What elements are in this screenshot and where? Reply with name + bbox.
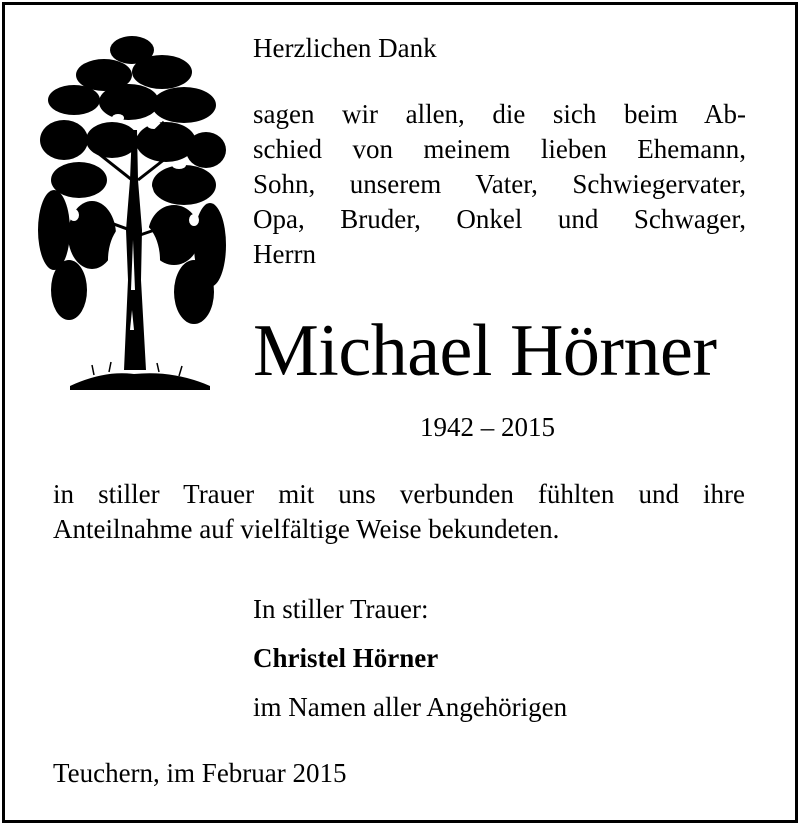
intro-line: Opa, Bruder, Onkel und Schwager,	[253, 204, 746, 234]
birch-tree-icon	[34, 30, 230, 396]
heading: Herzlichen Dank	[253, 33, 437, 63]
intro-line: Herrn	[253, 239, 316, 269]
intro-text	[253, 97, 746, 272]
place-date: Teuchern, im Februar 2015	[53, 758, 347, 788]
body-text	[53, 477, 745, 547]
body-line: in stiller Trauer mit uns verbunden fühlten und ihre	[53, 479, 745, 509]
intro-line: Sohn, unserem Vater, Schwiegervater,	[253, 169, 746, 199]
family-note: im Namen aller Angehörigen	[253, 692, 568, 722]
mourning-label: In stiller Trauer:	[253, 594, 429, 624]
signer-name: Christel Hörner	[253, 643, 439, 673]
life-dates: 1942 – 2015	[420, 412, 555, 442]
body-line: Anteilnahme auf vielfältige Weise bekundeten.	[53, 514, 560, 544]
intro-line: sagen wir allen, die sich beim Ab-	[253, 99, 746, 129]
deceased-name: Michael Hörner	[253, 310, 717, 392]
intro-line: schied von meinem lieben Ehemann,	[253, 134, 746, 164]
